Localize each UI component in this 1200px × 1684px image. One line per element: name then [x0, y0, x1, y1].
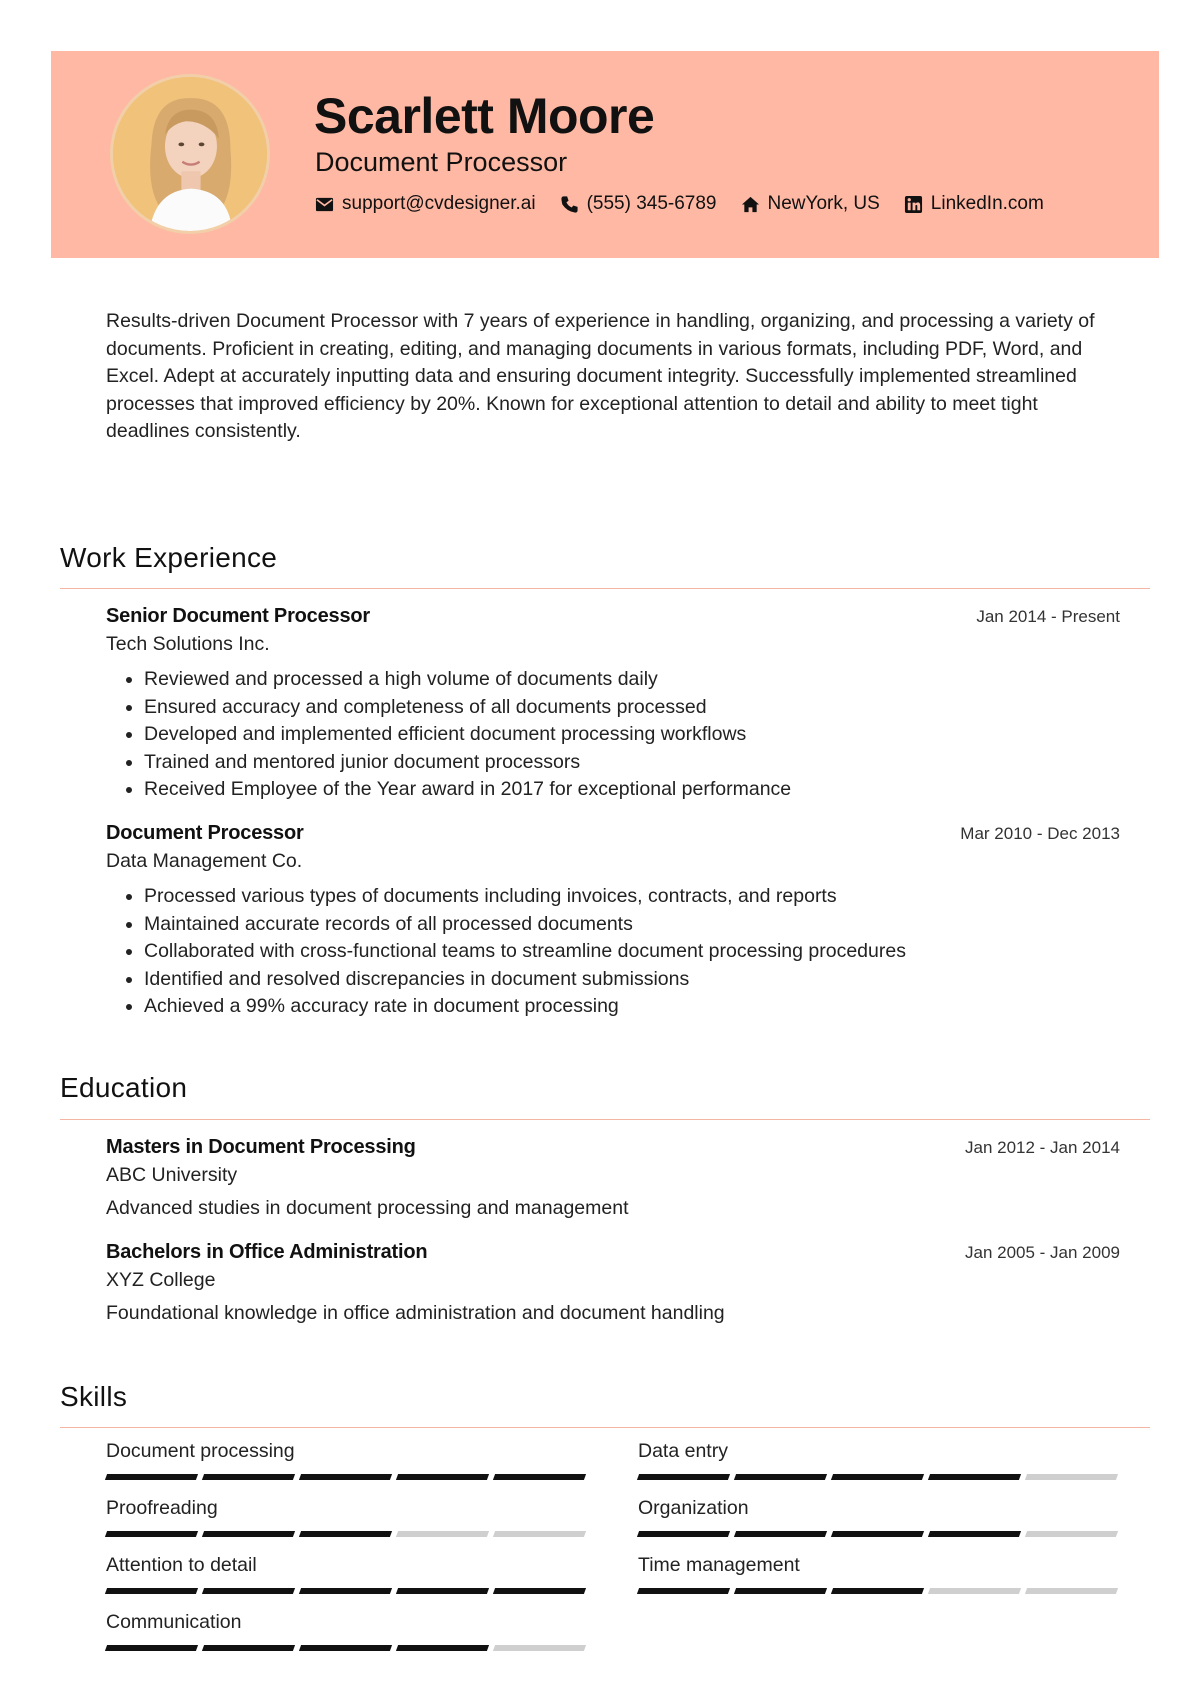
email-text: support@cvdesigner.ai: [342, 193, 536, 214]
skill-level-bar: [638, 1588, 1120, 1594]
skill-segment-filled: [202, 1645, 295, 1651]
skill-segment-filled: [299, 1588, 392, 1594]
skill-segment-empty: [396, 1531, 489, 1537]
skill-segment-filled: [637, 1531, 730, 1537]
bullet-item: • Received Employee of the Year award in 2017 for exceptional performance: [144, 776, 1120, 804]
education-entry: [106, 1136, 1120, 1220]
skill-segment-filled: [202, 1588, 295, 1594]
skill-segment-filled: [396, 1588, 489, 1594]
skills-grid: [106, 1440, 1120, 1651]
company-name: Tech Solutions Inc.: [106, 633, 270, 655]
bullet-item: • Collaborated with cross-functional teams to streamline document processing procedures: [144, 938, 1120, 966]
job-title: Senior Document Processor: [106, 605, 370, 627]
skill-name: Time management: [638, 1554, 800, 1576]
location-text: NewYork, US: [767, 193, 880, 214]
skill-level-bar: [106, 1474, 588, 1480]
section-title-experience: Work Experience: [60, 542, 278, 573]
linkedin-icon: [904, 195, 923, 214]
linkedin-text: LinkedIn.com: [930, 193, 1044, 214]
skill-segment-filled: [396, 1474, 489, 1480]
skill-segment-filled: [299, 1531, 392, 1537]
bullet-item: • Trained and mentored junior document processors: [144, 749, 1120, 777]
skill-segment-filled: [105, 1588, 198, 1594]
skill-level-bar: [638, 1531, 1120, 1537]
candidate-title: Document Processor: [315, 147, 568, 177]
skill-segment-empty: [1025, 1474, 1118, 1480]
education-description: Foundational knowledge in office administration and document handling: [106, 1302, 725, 1324]
education-dates: Jan 2012 - Jan 2014: [964, 1138, 1120, 1157]
profile-photo: [113, 77, 267, 231]
section-title-skills: Skills: [60, 1381, 128, 1412]
bullet-item: • Processed various types of documents including invoices, contracts, and reports: [144, 883, 1120, 911]
skill-segment-filled: [831, 1474, 924, 1480]
skill-name: Communication: [106, 1611, 242, 1633]
bullet-item: • Maintained accurate records of all processed documents: [144, 911, 1120, 939]
skill-item: [638, 1554, 1120, 1594]
skill-segment-filled: [637, 1474, 730, 1480]
contact-row: [315, 193, 1044, 215]
bullet-item: • Identified and resolved discrepancies in document submissions: [144, 966, 1120, 994]
job-title: Document Processor: [106, 822, 304, 844]
bullet-item: • Ensured accuracy and completeness of all documents processed: [144, 694, 1120, 722]
section-divider: [60, 588, 1150, 589]
skill-segment-filled: [493, 1588, 586, 1594]
skill-name: Attention to detail: [106, 1554, 257, 1576]
experience-entry: [106, 605, 1120, 804]
education-description: Advanced studies in document processing and management: [106, 1197, 629, 1219]
skill-level-bar: [638, 1474, 1120, 1480]
degree-title: Masters in Document Processing: [106, 1136, 416, 1158]
skill-segment-filled: [105, 1645, 198, 1651]
skill-segment-filled: [202, 1531, 295, 1537]
skill-level-bar: [106, 1588, 588, 1594]
skill-name: Organization: [638, 1497, 749, 1519]
skill-segment-filled: [734, 1474, 827, 1480]
education-dates: Jan 2005 - Jan 2009: [964, 1243, 1120, 1262]
job-bullets: [106, 666, 1120, 804]
phone-icon: [560, 195, 579, 214]
skill-segment-filled: [637, 1588, 730, 1594]
envelope-icon: [315, 195, 334, 214]
contact-location: [741, 193, 880, 215]
skill-segment-filled: [105, 1474, 198, 1480]
bullet-item: • Reviewed and processed a high volume of documents daily: [144, 666, 1120, 694]
school-name: XYZ College: [106, 1269, 216, 1291]
skill-segment-filled: [831, 1531, 924, 1537]
company-name: Data Management Co.: [106, 850, 303, 872]
skill-segment-filled: [831, 1588, 924, 1594]
skill-name: Data entry: [638, 1440, 728, 1462]
job-dates: Jan 2014 - Present: [976, 607, 1120, 626]
skill-item: [638, 1497, 1120, 1537]
education-entry: [106, 1241, 1120, 1325]
skill-name: Document processing: [106, 1440, 295, 1462]
skill-segment-filled: [105, 1531, 198, 1537]
school-name: ABC University: [106, 1164, 238, 1186]
skill-item: [638, 1440, 1120, 1480]
skill-level-bar: [106, 1645, 588, 1651]
experience-entry: [106, 822, 1120, 1021]
skill-name: Proofreading: [106, 1497, 218, 1519]
avatar: [110, 74, 270, 234]
skill-item: [106, 1611, 588, 1651]
skill-segment-filled: [734, 1531, 827, 1537]
skill-segment-filled: [734, 1588, 827, 1594]
skill-item: [106, 1554, 588, 1594]
skill-segment-filled: [202, 1474, 295, 1480]
skill-segment-filled: [299, 1645, 392, 1651]
skill-segment-filled: [299, 1474, 392, 1480]
bullet-item: • Achieved a 99% accuracy rate in document processing: [144, 993, 1120, 1021]
job-dates: Mar 2010 - Dec 2013: [960, 824, 1120, 843]
professional-summary: Results-driven Document Processor with 7 years of experience in handling, organizing, and processing a variety of documents. Proficient in creating, editing, and managing documents in various formats, including PDF, Word, and Excel. Adept at accurately inputting data and ensuring document integrity. Successfully implemented streamlined processes that improved efficiency by 20%. Known for exceptional attention to detail and ability to meet tight deadlines consistently.: [106, 310, 1095, 442]
header-banner: [51, 51, 1159, 258]
skill-item: [106, 1497, 588, 1537]
skill-segment-empty: [1025, 1588, 1118, 1594]
skill-segment-filled: [928, 1474, 1021, 1480]
job-bullets: [106, 883, 1120, 1021]
degree-title: Bachelors in Office Administration: [106, 1241, 428, 1263]
contact-email[interactable]: [315, 193, 536, 215]
home-icon: [741, 195, 760, 214]
contact-phone[interactable]: [560, 193, 717, 215]
skill-item: [106, 1440, 588, 1480]
skill-segment-empty: [1025, 1531, 1118, 1537]
skill-segment-empty: [493, 1645, 586, 1651]
section-divider: [60, 1119, 1150, 1120]
skill-level-bar: [106, 1531, 588, 1537]
candidate-name: Scarlett Moore: [314, 88, 655, 144]
bullet-item: • Developed and implemented efficient document processing workflows: [144, 721, 1120, 749]
skill-segment-filled: [396, 1645, 489, 1651]
skill-segment-empty: [493, 1531, 586, 1537]
skill-segment-filled: [493, 1474, 586, 1480]
skill-segment-empty: [928, 1588, 1021, 1594]
contact-linkedin[interactable]: [904, 193, 1044, 215]
phone-text: (555) 345-6789: [586, 193, 717, 214]
section-title-education: Education: [60, 1072, 188, 1103]
section-divider: [60, 1427, 1150, 1428]
skill-segment-filled: [928, 1531, 1021, 1537]
